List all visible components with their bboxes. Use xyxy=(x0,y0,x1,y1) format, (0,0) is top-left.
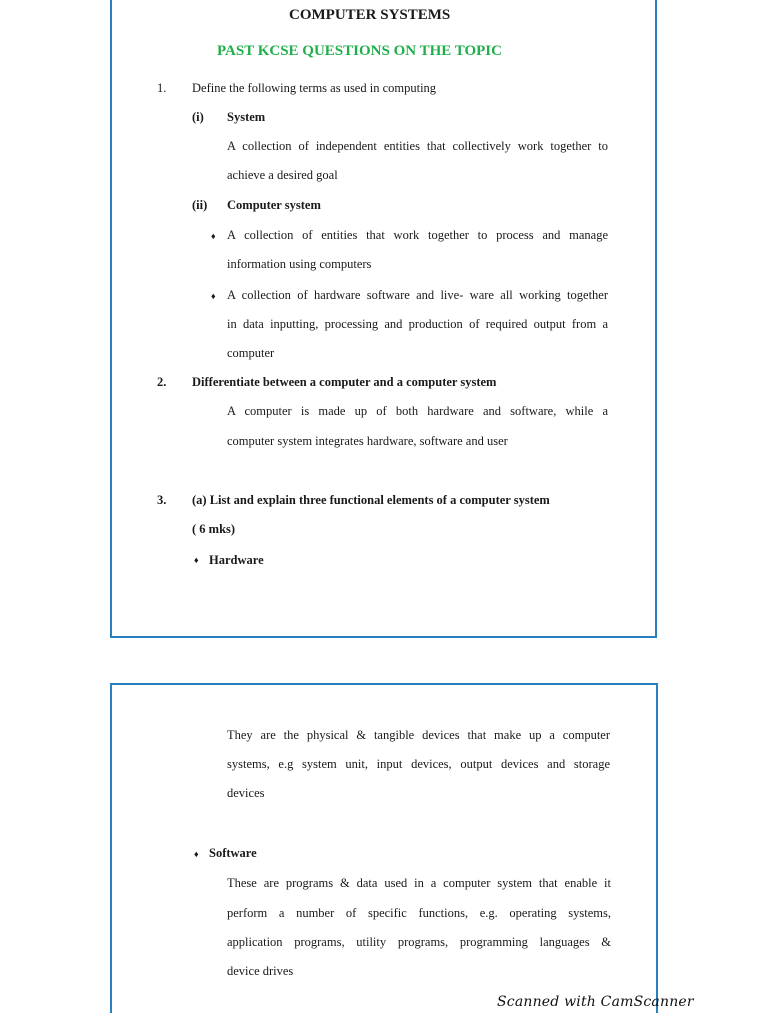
term-computer-system: Computer system xyxy=(227,198,321,212)
item-i-label: (i) xyxy=(192,110,204,124)
computer-system-bullet-1-line-1: A collection of entities that work together to process and manage xyxy=(227,228,608,242)
computer-system-bullet-2-line-1: A collection of hardware software and live- ware all working together xyxy=(227,288,608,302)
page-subtitle: PAST KCSE QUESTIONS ON THE TOPIC xyxy=(217,43,502,59)
term-system: System xyxy=(227,110,266,124)
software-description-line-1: These are programs & data used in a computer system that enable it xyxy=(227,876,611,890)
hardware-description-line-3: devices xyxy=(227,786,265,800)
diamond-bullet-icon: ♦ xyxy=(194,555,199,565)
page-title: COMPUTER SYSTEMS xyxy=(289,7,451,23)
question-3-text: (a) List and explain three functional elements of a computer system xyxy=(192,493,550,507)
diamond-bullet-icon: ♦ xyxy=(211,291,216,301)
question-2-text: Differentiate between a computer and a computer system xyxy=(192,375,497,389)
question-2-answer-line-2: computer system integrates hardware, software and user xyxy=(227,434,508,448)
question-1-number: 1. xyxy=(157,81,167,95)
computer-system-bullet-2-line-3: computer xyxy=(227,346,275,360)
diamond-bullet-icon: ♦ xyxy=(194,849,199,859)
hardware-label: Hardware xyxy=(209,553,264,567)
question-3-marks: ( 6 mks) xyxy=(192,522,236,536)
question-3-number: 3. xyxy=(157,493,167,507)
diamond-bullet-icon: ♦ xyxy=(211,231,216,241)
system-definition-line-1: A collection of independent entities that collectively work together to xyxy=(227,139,608,153)
system-definition-line-2: achieve a desired goal xyxy=(227,168,338,182)
question-2-number: 2. xyxy=(157,375,167,389)
computer-system-bullet-2-line-2: in data inputting, processing and production of required output from a xyxy=(227,317,608,331)
hardware-description-line-2: systems, e.g system unit, input devices, output devices and storage xyxy=(227,757,610,771)
software-label: Software xyxy=(209,846,257,860)
software-description-line-2: perform a number of specific functions, e.g. operating systems, xyxy=(227,906,611,920)
camscanner-watermark: Scanned with CamScanner xyxy=(497,994,694,1010)
hardware-description-line-1: They are the physical & tangible devices that make up a computer xyxy=(227,728,610,742)
question-2-answer-line-1: A computer is made up of both hardware and software, while a xyxy=(227,404,608,418)
software-description-line-4: device drives xyxy=(227,964,294,978)
item-ii-label: (ii) xyxy=(192,198,208,212)
question-1-text: Define the following terms as used in computing xyxy=(192,81,437,95)
computer-system-bullet-1-line-2: information using computers xyxy=(227,257,372,271)
software-description-line-3: application programs, utility programs, programming languages & xyxy=(227,935,611,949)
